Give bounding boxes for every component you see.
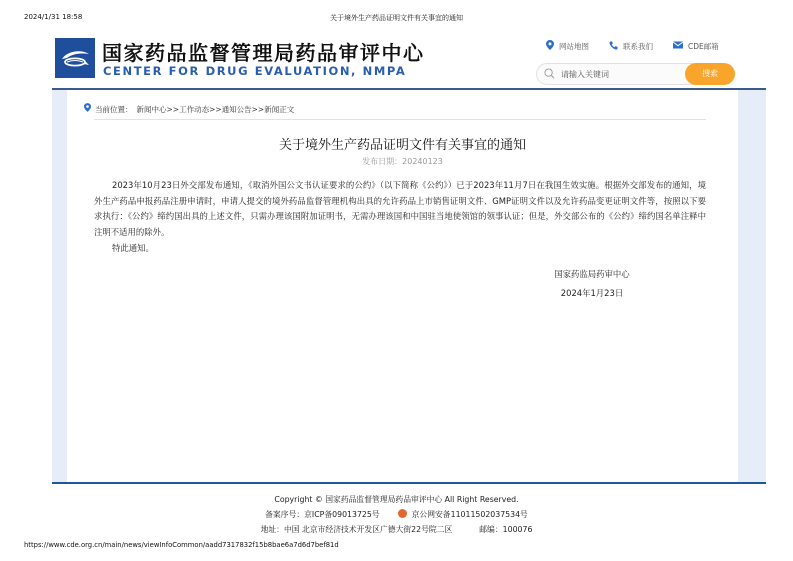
print-header (0, 13, 793, 25)
search-icon (544, 68, 555, 79)
police-badge-icon (398, 509, 407, 518)
article-paragraph: 特此通知。 (112, 243, 154, 253)
date-value: 20240123 (402, 157, 443, 166)
site-footer (0, 492, 793, 537)
registration-row (0, 507, 793, 522)
search-button[interactable]: 搜索 (685, 63, 735, 85)
article-title: 关于境外生产药品证明文件有关事宜的通知 (278, 138, 526, 153)
article-date (67, 156, 738, 167)
footer-divider (52, 482, 766, 484)
breadcrumb-path[interactable]: 新闻中心>>工作动态>>通知公告>>新闻正文 (136, 104, 295, 114)
brand-name-en: CENTER FOR DRUG EVALUATION, NMPA (103, 64, 407, 78)
date-label: 发布日期： (362, 157, 403, 166)
contact-link[interactable] (609, 40, 653, 53)
cde-logo-icon[interactable] (55, 38, 95, 78)
right-side-panel (738, 90, 766, 482)
sitemap-link[interactable] (546, 40, 589, 53)
icp-record[interactable]: 备案序号：京ICP备09013725号 (265, 510, 380, 519)
address: 地址：中国 北京市经济技术开发区广德大街22号院二区 (260, 525, 453, 534)
mail-icon (673, 41, 683, 52)
copyright: Copyright © 国家药品监督管理局药品审评中心 All Right Reserved. (274, 495, 519, 504)
left-side-panel (52, 90, 67, 482)
contact-label: 联系我们 (623, 42, 653, 51)
breadcrumb-divider (94, 119, 706, 120)
signature-date: 2024年1月23日 (560, 288, 624, 298)
search-input[interactable] (561, 68, 661, 81)
article-body (94, 178, 706, 257)
search-box (536, 63, 732, 85)
cde-mail-link[interactable] (673, 40, 719, 53)
postcode: 邮编：100076 (479, 525, 533, 534)
map-pin-icon (546, 40, 554, 53)
location-pin-icon (84, 103, 91, 115)
phone-icon (609, 41, 618, 53)
top-links (546, 40, 739, 53)
address-row (0, 522, 793, 537)
police-record[interactable]: 京公网安备11011502037534号 (411, 510, 528, 519)
breadcrumb-prefix: 当前位置： (95, 104, 133, 114)
header-divider (52, 88, 766, 90)
breadcrumb (84, 103, 294, 115)
brand-name-cn: 国家药品监督管理局药品审评中心 (102, 41, 425, 65)
print-page-title: 关于境外生产药品证明文件有关事宜的通知 (330, 14, 463, 22)
article-paragraph: 2023年10月23日外交部发布通知，《取消外国公文书认证要求的公约》（以下简称《公约》）已于2023年11月7日在我国生效实施。根据外交部发布的通知，境外生产药品申报药品注册申请时，申请人提交的境外药品监督管理机构出具的允许药品上市销售证明文件、GMP证明文件以及允许药品变更证明文件等，按照以下要求执行：《公约》缔约国出具的上述文件，只需办理该国附加证明书，无需办理该国和中国驻当地使领馆的领事认证；但是，外交部公布的《公约》缔约国名单注释中注明不适用的除外。 (94, 180, 706, 237)
print-url: https://www.cde.org.cn/main/news/viewInfoCommon/aadd7317832f15b8bae6a7d6d7bef81d (24, 541, 339, 549)
cde-mail-label: CDE邮箱 (688, 42, 719, 51)
site-header (52, 36, 766, 88)
sitemap-label: 网站地图 (559, 42, 589, 51)
signature-org: 国家药监局药审中心 (554, 269, 630, 279)
print-datetime: 2024/1/31 18:58 (24, 13, 83, 21)
